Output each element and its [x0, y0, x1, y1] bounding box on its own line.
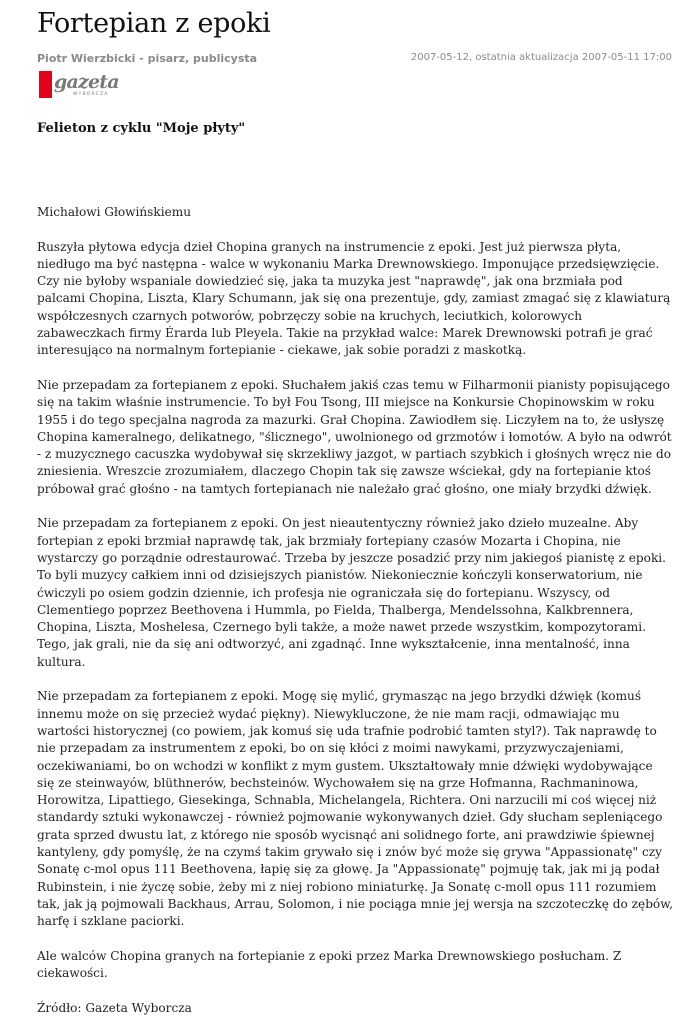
page-title: Fortepian z epoki	[37, 8, 271, 39]
article-subtitle: Felieton z cyklu "Moje płyty"	[37, 121, 246, 136]
logo-subtext: WYBORCZA	[73, 92, 109, 97]
paragraph: Nie przepadam za fortepianem z epoki. On jest nieautentyczny również jako dzieło muzealne. Aby fortepian z epoki brzmiał naprawdę tak, jak brzmiały fortepiany czasów Mozarta i Chopina, nie wystarczy go porządnie odrestaurować. Trzeba by jeszcze posadzić przy nim jakiegoś pianistę z epoki. To byli muzycy całkiem inni od dzisiejszych pianistów. Niekoniecznie kończyli konserwatorium, nie ćwiczyli po osiem godzin dziennie, ich profesja nie ograniczała się do fortepianu. Wszyscy, od Clementiego poprzez Beethovena i Hummla, po Fielda, Thalberga, Mendelssohna, Kalkbrennera, Chopina, Liszta, Moshelesa, Czernego byli także, a może nawet przede wszystkim, kompozytorami. Tego, jak grali, nie da się ani odtworzyć, ani zgadnąć. Inne wykształcenie, inna mentalność, inna kultura.	[37, 516, 666, 669]
logo-red-block	[39, 71, 52, 98]
author-byline: Piotr Wierzbicki - pisarz, publicysta	[37, 52, 258, 65]
paragraph: Nie przepadam za fortepianem z epoki. Słuchałem jakiś czas temu w Filharmonii pianisty popisującego się na takim właśnie instrumencie. To był Fou Tsong, III miejsce na Konkursie Chopinowskim w roku 1955 i do tego specjalna nagroda za mazurki. Grał Chopina. Zawiodłem się. Liczyłem na to, że usłyszę Chopina kameralnego, delikatnego, "ślicznego", uwolnionego od grzmotów i łomotów. A było na odwrót - z muzycznego cacuszka wydobywał się skrzekliwy jazgot, w partiach szybkich i głośnych wręcz nie do zniesienia. Wreszcie zrozumiałem, dlaczego Chopin tak się zawsze wściekał, gdy na fortepianie ktoś próbował grać głośno - na tamtych fortepianach nie należało grać głośno, one miały brzydki dźwięk.	[37, 377, 672, 496]
paragraph: Nie przepadam za fortepianem z epoki. Mogę się mylić, grymasząc na jego brzydki dźwięk (komuś innemu może on się przecież wydać piękny). Niewykluczone, że nie mam racji, odmawiając mu wartości historycznej (co powiem, jak komuś się uda trafnie podrobić tamten styl?). Tak naprawdę to nie przepadam za instrumentem z epoki, bo on się kłóci z moimi nawykami, przyzwyczajeniami, oczekiwaniami, bo on wchodzi w konflikt z mym gustem. Ukształtowały mnie dźwięki wydobywające się ze steinwayów, blüthnerów, bechsteinów. Wychowałem się na grze Hofmanna, Rachmaninowa, Horowitza, Lipattiego, Giesekinga, Schnabla, Michelangela, Richtera. Oni narzucili mi coś więcej niż standardy sztuki wykonawczej - również pojmowanie wykonywanych dzieł. Gdy słucham sepleniącego grata sprzed dwustu lat, z którego nie sposób wycisnąć ani solidnego forte, ani prawdziwie śpiewnej kantyleny, gdy pomyślę, że na czymś takim grywało się i znów być może się grywa "Appassionatę" czy Sonatę c-mol opus 111 Beethovena, łapię się za głowę. Ja "Appassionatę" pojmuję tak, jak mi ją podał Rubinstein, i nie życzę sobie, żeby mi z niej robiono miniaturkę. Ja Sonatę c-moll opus 111 rozumiem tak, jak ją pojmowali Backhaus, Arrau, Solomon, i nie pociąga mnie jej wersja na szczoteczkę do zębów, harfę i szklane paciorki.	[37, 689, 673, 929]
paragraph: Ale walców Chopina granych na fortepianie z epoki przez Marka Drewnowskiego posłucham. Z ciekawości.	[37, 948, 622, 981]
publication-date: 2007-05-12, ostatnia aktualizacja 2007-05-11 17:00	[410, 52, 672, 63]
source-line: Źródło: Gazeta Wyborcza	[37, 1000, 192, 1015]
logo-wordmark: gazeta	[54, 71, 119, 93]
gazeta-logo[interactable]	[39, 71, 129, 98]
article-body	[37, 204, 673, 1034]
paragraph: Ruszyła płytowa edycja dzieł Chopina granych na instrumencie z epoki. Jest już pierwsza płyta, niedługo ma być następna - walce w wykonaniu Marka Drewnowskiego. Imponujące przedsięwzięcie. Czy nie byłoby wspaniale dowiedzieć się, jaka ta muzyka jest "naprawdę", jak ona brzmiała pod palcami Chopina, Liszta, Klary Schumann, jak się ona prezentuje, gdy, zamiast zmagać się z klawiaturą współczesnych czarnych potworów, pobrzęczy sobie na kruchych, leciutkich, kolorowych zabaweczkach firmy Érarda lub Pleyela. Takie na przykład walce: Marek Drewnowski potrafi je grać interesująco na normalnym fortepianie - ciekawe, jak sobie poradzi z maskotką.	[37, 239, 671, 358]
dedication: Michałowi Głowińskiemu	[37, 205, 191, 219]
